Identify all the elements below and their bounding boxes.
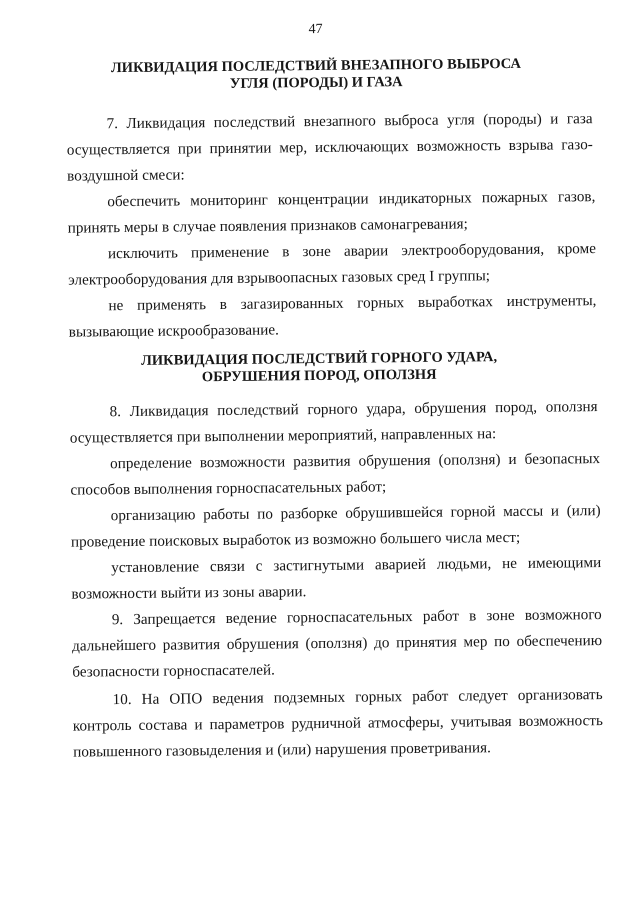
paragraph-line: организацию работы по разборке обрушившейся горной массы и (или) [110, 502, 601, 525]
section-heading-rock-burst [0, 348, 639, 389]
paragraph-line: 10. На ОПО ведения подземных горных работ следует организовать [112, 686, 603, 709]
heading-line: ЛИКВИДАЦИЯ ПОСЛЕДСТВИЙ ГОРНОГО УДАРА, [140, 349, 498, 369]
heading-line: ОБРУШЕНИЯ ПОРОД, ОПОЛЗНЯ [201, 366, 437, 386]
paragraph-line: 8. Ликвидация последствий горного удара, обрушения пород, оползня [109, 398, 598, 421]
paragraph-line: проведение поисковых выработок из возможно большего числа мест; [70, 528, 521, 551]
paragraph-line: дальнейшего развития обрушения (оползня) до принятия мер по обеспечению [71, 632, 603, 655]
paragraph-line: 7. Ликвидация последствий внезапного выброса угля (породы) и газа [106, 110, 593, 133]
paragraph-line: осуществляется при принятии мер, исключающих возможность взрыва газо- [66, 136, 593, 159]
paragraph-line: электрооборудования для взрывоопасных газовых сред I группы; [68, 267, 491, 289]
paragraph-line: безопасности горноспасателей. [72, 661, 276, 681]
paragraph-line: способов выполнения горноспасательных работ; [70, 478, 387, 499]
heading-line: ЛИКВИДАЦИЯ ПОСЛЕДСТВИЙ ВНЕЗАПНОГО ВЫБРОСА [110, 55, 522, 77]
section-heading-sudden-outburst [0, 55, 636, 96]
paragraph-line: контроль состава и параметров рудничной атмосферы, учитывая возможность [72, 712, 603, 735]
heading-line: УГЛЯ (ПОРОДЫ) И ГАЗА [229, 74, 403, 92]
paragraph-line: осуществляется при выполнении мероприятий, направленных на: [69, 425, 497, 447]
paragraph-line: возможности выйти из зоны аварии. [71, 583, 307, 603]
page-number: 47 [308, 21, 323, 38]
paragraph-line: воздушной смеси: [67, 166, 185, 185]
paragraph-line: установление связи с застигнутыми аварией людьми, не имеющими [111, 554, 602, 577]
paragraph-line: принять меры в случае появления признаков самонагревания; [67, 215, 468, 237]
paragraph-line: исключить применение в зоне аварии электрооборудования, кроме [107, 240, 596, 263]
paragraph-line: вызывающие искрообразование. [68, 321, 279, 341]
paragraph-line: обеспечить мониторинг концентрации индикаторных пожарных газов, [107, 188, 596, 211]
paragraph-line: 9. Запрещается ведение горноспасательных работ в зоне возможного [111, 606, 602, 629]
paragraph-line: не применять в загазированных горных выработках инструменты, [108, 292, 597, 315]
paragraph-line: определение возможности развития обрушения (оползня) и безопасных [110, 450, 601, 473]
paragraph-line: повышенного газовыделения и (или) нарушения проветривания. [73, 739, 491, 761]
